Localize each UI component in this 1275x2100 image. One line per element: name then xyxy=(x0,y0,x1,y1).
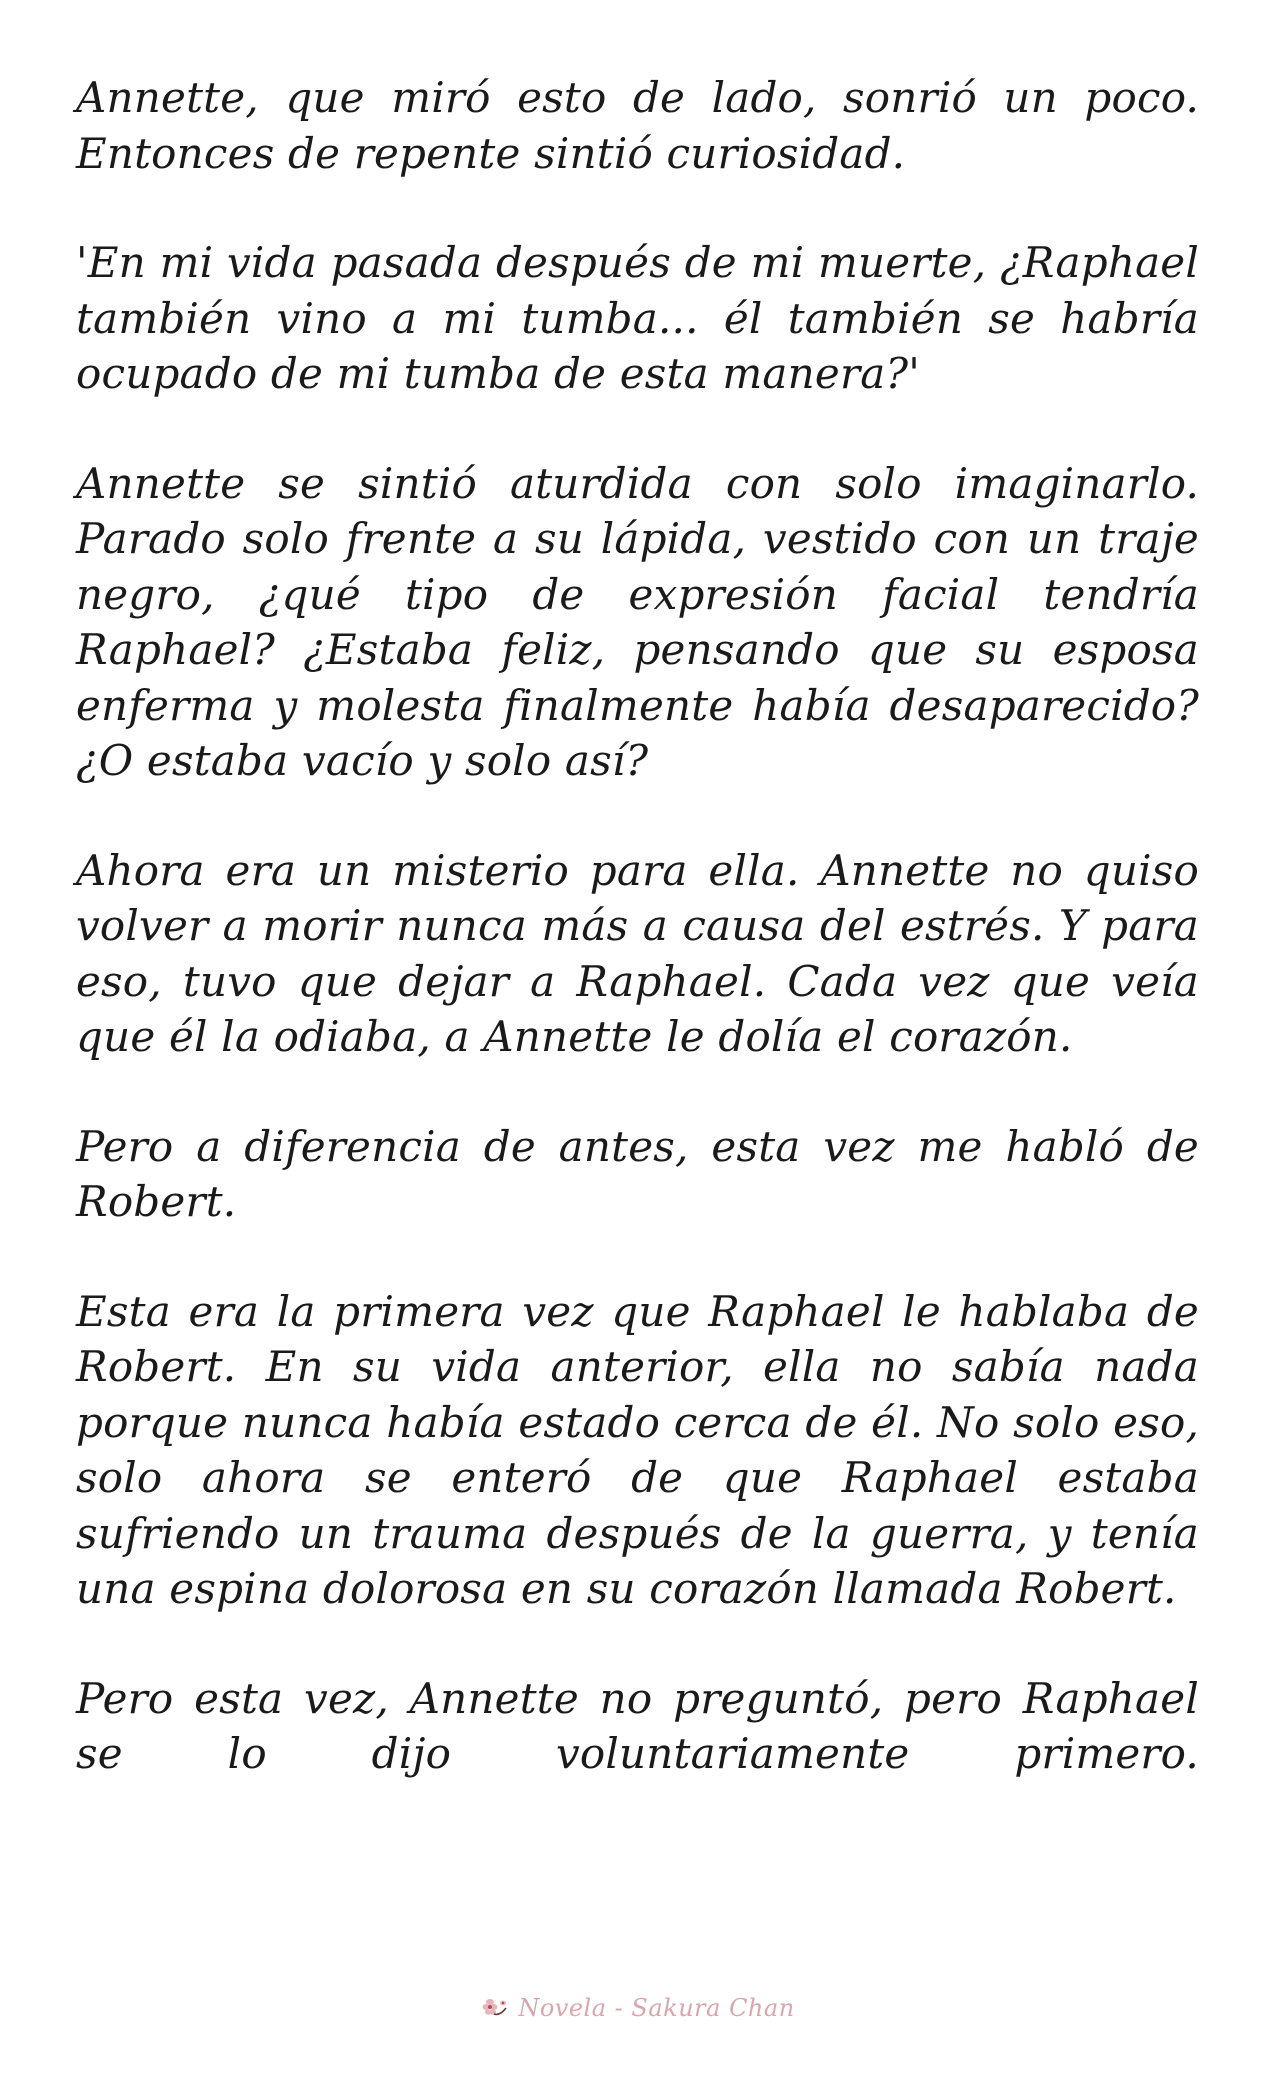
paragraph-7: Pero esta vez, Annette no preguntó, pero Raphael se lo dijo voluntariamente primero. xyxy=(76,1673,1199,1778)
paragraph-6: Esta era la primera vez que Raphael le hablaba de Robert. En su vida anterior, ella no sabía nada porque nunca había estado cerca de él. No solo eso, solo ahora se enteró de que Raphael estaba sufriendo un trauma después de la guerra, y tenía una espina dolorosa en su corazón llamada Robert. xyxy=(76,1286,1199,1613)
watermark xyxy=(0,1988,1275,2028)
paragraph-1: Annette, que miró esto de lado, sonrió un poco. Entonces de repente sintió curiosidad. xyxy=(76,73,1199,178)
paragraph-5: Pero a diferencia de antes, esta vez me habló de Robert. xyxy=(76,1121,1199,1226)
paragraph-2: 'En mi vida pasada después de mi muerte, ¿Raphael también vino a mi tumba... él también se habría ocupado de mi tumba de esta manera?' xyxy=(76,238,1199,398)
paragraph-4: Ahora era un misterio para ella. Annette no quiso volver a morir nunca más a causa del estrés. Y para eso, tuvo que dejar a Raphael. Cada vez que veía que él la odiaba, a Annette le dolía el corazón. xyxy=(76,845,1199,1061)
sakura-flower-icon xyxy=(480,1994,510,2022)
watermark-text: Novela - Sakura Chan xyxy=(518,1994,795,2022)
paragraph-3: Annette se sintió aturdida con solo imaginarlo. Parado solo frente a su lápida, vestido con un traje negro, ¿qué tipo de expresión facial tendría Raphael? ¿Estaba feliz, pensando que su esposa enferma y molesta finalmente había desaparecido? ¿O estaba vacío y solo así? xyxy=(76,458,1199,785)
